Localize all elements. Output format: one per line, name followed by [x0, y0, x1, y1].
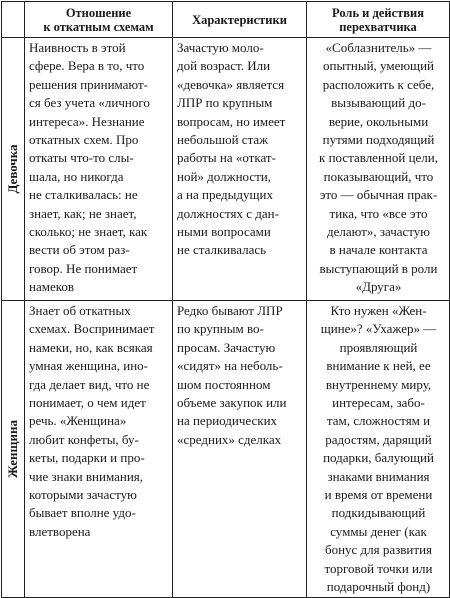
cell-text-line: работы на «откат-	[177, 150, 276, 166]
row-label-cell	[2, 301, 25, 598]
cell-text-line: путями подходящий	[322, 132, 435, 148]
cell-text-line: не сталкивалась: не	[29, 187, 138, 203]
cell-text-line: Знает об откатных	[29, 303, 131, 318]
cell-text-line: расположить к себе,	[322, 76, 435, 92]
cell-text-line: на периодических	[177, 413, 278, 429]
corner-cell	[2, 2, 25, 38]
cell-text-line: умная женщина, ино-	[29, 358, 148, 374]
cell-text-line: Наивность в этой	[29, 40, 126, 55]
header-line: Характеристики	[192, 12, 287, 27]
table-row	[2, 301, 450, 598]
cell-text-line: выступающий в роли	[319, 260, 438, 276]
cell-text-line: радостям, дарящий	[325, 431, 432, 447]
cell-text-line: вопросам, но имеет	[177, 113, 286, 129]
cell-text-line: интересам, забо-	[332, 395, 425, 411]
cell-text-line: подарочный фонд)	[326, 579, 431, 595]
cell-text-line: небольшой стаж	[177, 132, 269, 148]
cell-text-line: внимание к ней, ее	[326, 358, 431, 374]
cell-text-line: должностях с дан-	[177, 205, 279, 221]
cell-text-line: суммы денег (как	[330, 523, 427, 539]
cell-text-line: это — обычная прак-	[319, 187, 438, 203]
comparison-table	[1, 1, 450, 598]
cell-text-line: говор. Не понимает	[29, 260, 138, 276]
cell-text-line: «средних» сделках	[177, 431, 282, 447]
cell-attitude	[25, 301, 173, 598]
cell-role	[307, 38, 450, 301]
cell-characteristics	[173, 38, 307, 301]
cell-text-line: «Соблазнитель» —	[325, 40, 432, 55]
cell-text-line: делают», зачастую	[326, 224, 431, 240]
cell-characteristics	[173, 301, 307, 598]
cell-text-line: ся без учета «личного	[29, 95, 150, 111]
cell-text-line: ЛПР по крупным	[177, 95, 273, 111]
cell-text-line: кеты, подарки и про-	[29, 450, 145, 466]
cell-text-line: тика, что «все это	[329, 205, 428, 221]
cell-text-line: верие, окольными	[328, 113, 429, 129]
cell-text-line: там, сложностям и	[326, 413, 431, 429]
cell-text-line: намеков	[29, 279, 75, 295]
cell-text-line: подкидывающий	[331, 505, 426, 521]
header-attitude	[25, 2, 173, 38]
cell-text-line: шом постоянном	[177, 376, 271, 392]
cell-text-line: по крупным во-	[177, 321, 264, 337]
cell-text-line: бывает вполне удо-	[29, 505, 136, 521]
cell-text-line: знает, как; не знает,	[29, 205, 137, 221]
cell-text-line: откатных схем. Про	[29, 132, 139, 148]
cell-text-line: бонус для развития	[324, 542, 433, 558]
cell-text-line: сфере. Вера в то, что	[29, 58, 145, 74]
cell-text-line: дой возраст. Или	[177, 58, 271, 74]
cell-text-line: ной» должности,	[177, 168, 272, 184]
cell-text-line: ными вопросами	[177, 224, 271, 240]
cell-text-line: вести об этом раз-	[29, 242, 130, 258]
header-line: перехватчика	[339, 19, 417, 34]
cell-text-line: откаты что-то слы-	[29, 150, 134, 166]
row-label: Женщина	[5, 419, 20, 478]
cell-text-line: показывающий, что	[323, 168, 434, 184]
cell-text-line: «девочка» является	[177, 76, 285, 92]
cell-text-line: объеме закупок или	[177, 395, 287, 411]
cell-text-line: любит конфеты, бу-	[29, 431, 139, 447]
cell-text-line: опытный, умеющий	[323, 58, 434, 74]
cell-text-line: знаками внимания	[327, 468, 430, 484]
cell-text-line: подарки, балующий	[323, 450, 434, 466]
cell-text-line: в начале контакта	[329, 242, 428, 258]
cell-text-line: которыми зачастую	[29, 487, 137, 503]
cell-text-line: внутреннему миру,	[325, 376, 432, 392]
cell-attitude	[25, 38, 173, 301]
cell-text-line: Кто нужен «Жен-	[330, 303, 427, 318]
cell-text-line: не сталкивалась	[177, 242, 267, 258]
cell-text-line: а на предыдущих	[177, 187, 273, 203]
cell-text-line: гда делает вид, что не	[29, 376, 150, 392]
cell-text-line: чие знаки внимания,	[29, 468, 144, 484]
cell-text-line: торговой точки или	[324, 560, 433, 576]
cell-text-line: «Друга»	[355, 279, 402, 295]
cell-text-line: решения принимают-	[29, 76, 148, 92]
header-line: Роль и действия	[332, 5, 424, 20]
cell-text-line: щине»? «Ухажер» —	[320, 321, 437, 337]
table-row	[2, 38, 450, 301]
cell-text-line: просам. Зачастую	[177, 339, 276, 355]
cell-text-line: вызывающий до-	[331, 95, 426, 111]
header-role	[307, 2, 450, 38]
cell-text-line: «сидят» на неболь-	[177, 358, 283, 374]
cell-text-line: и время от времени	[324, 487, 433, 503]
header-characteristics	[173, 2, 307, 38]
header-line: к откатным схемам	[43, 19, 154, 34]
cell-text-line: проявляющий	[339, 339, 418, 355]
cell-text-line: к поставленной цели,	[319, 150, 438, 166]
cell-text-line: влетворена	[29, 523, 91, 539]
cell-text-line: шала, но никогда	[29, 168, 124, 184]
row-label-cell	[2, 38, 25, 301]
cell-text-line: Зачастую моло-	[177, 40, 264, 55]
cell-text-line: сколько; не знает, как	[29, 224, 148, 240]
cell-text-line: Редко бывают ЛПР	[177, 303, 283, 318]
cell-text-line: речь. «Женщина»	[29, 413, 127, 429]
header-row	[2, 2, 450, 38]
cell-text-line: понимает, о чем идет	[29, 395, 146, 411]
cell-role	[307, 301, 450, 598]
row-label: Девочка	[5, 144, 20, 194]
cell-text-line: схемах. Воспринимает	[29, 321, 155, 337]
header-line: Отношение	[65, 5, 132, 20]
cell-text-line: интереса». Незнание	[29, 113, 145, 129]
cell-text-line: намеки, но, как всякая	[29, 339, 153, 355]
